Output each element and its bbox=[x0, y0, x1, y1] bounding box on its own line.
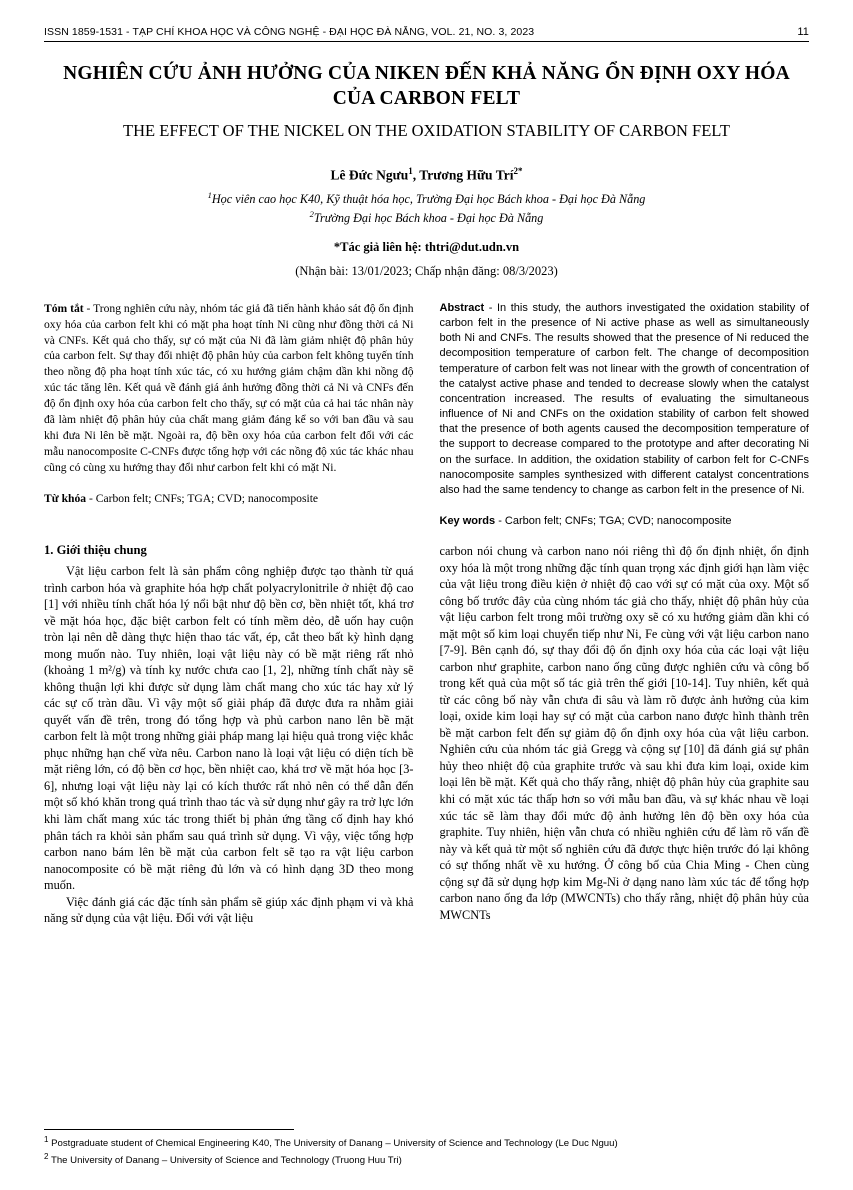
keywords-vietnamese bbox=[44, 492, 414, 505]
abstract-english bbox=[440, 301, 810, 498]
footnotes bbox=[44, 1129, 809, 1168]
footnote-2-marker: 2 bbox=[44, 1151, 49, 1161]
footnote-rule bbox=[44, 1129, 294, 1130]
title-english: THE EFFECT OF THE NICKEL ON THE OXIDATION STABILITY OF CARBON FELT bbox=[123, 120, 730, 140]
affiliation-1-text: Học viên cao học K40, Kỹ thuật hóa học, Trường Đại học Bách khoa - Đại học Đà Nẵng bbox=[211, 192, 646, 207]
author-1: Lê Đức Ngưu bbox=[330, 167, 409, 183]
affiliation-2 bbox=[44, 208, 809, 227]
keywords-vi-text: - Carbon felt; CNFs; TGA; CVD; nanocomposite bbox=[86, 492, 319, 506]
affiliations bbox=[44, 189, 809, 228]
abstract-block bbox=[44, 301, 809, 527]
author-2: , Trương Hữu Trí bbox=[412, 167, 514, 183]
keywords-vi-label: Từ khóa bbox=[44, 492, 87, 506]
body-columns bbox=[44, 543, 809, 927]
body-column-right bbox=[440, 543, 810, 927]
body-column-left bbox=[44, 543, 414, 927]
author-1-affil-marker: 1 bbox=[408, 165, 413, 176]
affiliation-1 bbox=[44, 189, 809, 208]
affiliation-2-text: Trường Đại học Bách khoa - Đại học Đà Nẵng bbox=[313, 211, 544, 226]
abstract-english-column bbox=[440, 301, 810, 527]
footnote-1 bbox=[44, 1134, 809, 1151]
footnote-2 bbox=[44, 1151, 809, 1168]
title-vietnamese: NGHIÊN CỨU ẢNH HƯỞNG CỦA NIKEN ĐẾN KHẢ NĂNG ỔN ĐỊNH OXY HÓA CỦA CARBON FELT bbox=[63, 63, 790, 109]
section-heading-1: 1. Giới thiệu chung bbox=[44, 543, 147, 558]
footnote-1-text: Postgraduate student of Chemical Engineering K40, The University of Danang – University of Science and Technology (Le Duc Nguu) bbox=[51, 1138, 618, 1149]
paragraph: carbon nói chung và carbon nano nói riêng thì độ ổn định nhiệt, ổn định oxy hóa là một trong những đặc tính quan trọng xác định giới hạn làm việc của vật liệu trong điều kiện ở nhiệt độ cao với sự có mặt của oxy. Một số công bố trước đây của cùng nhóm tác giả cho thấy, nhiệt độ phân hủy của vật liệu carbon felt trong môi trường oxy sẽ có xu hướng giảm dần khi có mặt một số kim loại chuyển tiếp như Ni, Fe cùng với vật liệu carbon nano [7-9]. Bên cạnh đó, sự thay đổi độ ổn định oxy hóa của các loại vật liệu carbon như graphite, carbon nano ống cũng được nghiên cứu và công bố trong kết quả của một số tác giả trên thế giới [10-14]. Tuy nhiên, kết quả từ các công bố này vẫn chưa đi sâu và làm rõ được ảnh hưởng của kim loại, oxide kim loại hay sự có mặt của carbon nano được hình thành trên bề mặt carbon felt đến sự giảm độ ổn định oxy hóa của vật liệu carbon. Nghiên cứu của nhóm tác giả Gregg và cộng sự [10] đã đánh giá sự phân hủy theo nhiệt độ của graphite trước và sau khi đưa kim loại, oxide kim loại lên bề mặt. Kết quả cho thấy rằng, nhiệt độ phân hủy của graphite sau khi có mặt xúc tác thấp hơn so với mẫu ban đầu, và sự khác nhau về loại xúc tác sẽ làm thay đổi mức độ ảnh hưởng lên độ bền oxy hóa của graphite. Tuy nhiên, hiện vẫn chưa có nhiều nghiên cứu để làm rõ vấn đề này và kết quả từ một số nghiên cứu đã được thực hiện trước đó lại không có sự thống nhất về xu hướng. Ở công bố của Chia Ming - Chen cùng cộng sự đã sử dụng hợp kim Mg-Ni ở dạng nano làm xúc tác để tổng hợp carbon nano ống đa lớp (MWCNTs) cho thấy rằng, nhiệt độ phân hủy của MWCNTs bbox=[439, 544, 809, 922]
submission-dates: (Nhận bài: 13/01/2023; Chấp nhận đăng: 08/3/2023) bbox=[295, 263, 558, 278]
page-number: 11 bbox=[797, 26, 809, 38]
keywords-english bbox=[440, 515, 810, 527]
abstract-en-dash: - bbox=[484, 301, 497, 314]
abstract-vietnamese-column bbox=[44, 301, 414, 527]
journal-citation: ISSN 1859-1531 - TẠP CHÍ KHOA HỌC VÀ CÔNG NGHỆ - ĐẠI HỌC ĐÀ NẴNG, VOL. 21, NO. 3, 2023 bbox=[44, 26, 535, 38]
author-2-affil-marker: 2 bbox=[513, 165, 518, 176]
abstract-en-text: In this study, the authors investigated the oxidation stability of carbon felt in the presence of Ni active phase as well as simultaneously both Ni and CNFs. The results showed that the presence of Ni reduced the decomposition temperature of carbon felt. The change of decomposition temperature of carbon felt was not linear with the growth of concentration of the catalyst active phase and tended to decrease slowly when the catalyst concentration increased. The results of evaluating the simultaneous influence of Ni and CNFs on the oxidation stability of carbon felt showed that the presence of both agents caused the decomposition temperature of the support to decrease compared to the prototype and after decorating Ni on the surface. In addition, the oxidation stability of carbon felt for C-CNFs nanocomposite samples synthesized with different catalyst concentrations also had the same tendency to change as carbon felt in the presence of Ni. bbox=[439, 301, 809, 496]
author-line bbox=[44, 166, 809, 184]
keywords-en-label: Key words bbox=[439, 515, 496, 528]
affiliation-1-marker: 1 bbox=[207, 190, 212, 201]
title-block bbox=[44, 62, 809, 142]
affiliation-2-marker: 2 bbox=[309, 209, 314, 220]
abstract-vi-label: Tóm tắt bbox=[44, 301, 84, 315]
paragraph: Vật liệu carbon felt là sản phẩm công nghiệp được tạo thành từ quá trình carbon hóa và graphite hóa hợp chất polyacrylonitrile ở nhiệt độ cao [1] với nhiều tính chất hóa lý nổi bật như độ bền cơ, bền nhiệt tốt, khá trơ về mặt hóa học, đặc biệt carbon felt có tính mềm dẻo, dễ uốn hay cuộn tròn lại nên dễ dàng thực hiện thao tác vất, ép, cắt theo bất kỳ hình dạng mong muốn nào. Tuy nhiên, loại vật liệu này có bề mặt riêng rất nhỏ (khoảng 1 m²/g) và tính kỵ nước chưa cao [1, 2], những tính chất này sẽ không thuận lợi khi được sử dụng làm chất mang cho xúc tác hay xử lý các sự cố tràn dầu. Vì vậy một số giải pháp đã được đưa ra nhằm giải quyết vấn đề trên, trong đó tổng hợp và phủ carbon nano lên bề mặt carbon felt là một trong những giải pháp mang lại hiệu quả trong việc khắc phục những hạn chế vừa nêu. Carbon nano là loại vật liệu có diện tích bề mặt riêng lớn, có độ bền cơ học, bền nhiệt cao, khá trơ về mặt hóa học [3-6], nhưng loại vật liệu này lại có kích thước rất nhỏ nên có thể dẫn đến một số khó khăn trong quá trình thao tác và sử dụng như gây ra trở lực lớn khi làm chất mang xúc tác trong thiết bị phản ứng tầng cố định hay khó phân tách ra khỏi sản phẩm sau quá trình sử dụng. Vì vậy, việc tổng hợp carbon nano bám lên bề mặt của carbon felt sẽ tạo ra vật liệu carbon nanocomposite có bề mặt riêng đủ lớn và có hình dạng 3D theo mong muốn. bbox=[44, 564, 414, 893]
abstract-en-label: Abstract bbox=[439, 301, 485, 314]
corresponding-author: *Tác giả liên hệ: thtri@dut.udn.vn bbox=[333, 239, 520, 254]
abstract-vi-dash: - bbox=[83, 301, 94, 315]
abstract-vietnamese bbox=[44, 301, 414, 476]
footnote-2-text: The University of Danang – University of Science and Technology (Truong Huu Tri) bbox=[50, 1155, 402, 1167]
corresponding-marker: * bbox=[517, 165, 523, 176]
footnote-1-marker: 1 bbox=[44, 1134, 49, 1144]
abstract-vi-text: Trong nghiên cứu này, nhóm tác giả đã tiến hành khảo sát độ ổn định oxy hóa của carbon felt khi có mặt pha hoạt tính Ni cũng như đồng thời cả Ni và CNFs. Kết quả cho thấy, sự có mặt của Ni đã làm giảm nhiệt độ phân hủy của carbon felt. Sự thay đổi nhiệt độ phân hủy của carbon felt không tuyến tính theo nồng độ pha hoạt tính xúc tác, có xu hướng giảm chậm dần khi nồng độ xúc tác tăng lên. Kết quả về đánh giá ảnh hưởng đồng thời cả Ni và CNFs đến độ ổn định oxy hóa của carbon felt cho thấy, sự có mặt của cả hai tác nhân này đã làm nhiệt độ phân hủy của chất mang giảm đáng kể so với ban đầu và sau khi đưa Ni lên bề mặt. Ngoài ra, độ bền oxy hóa của carbon felt đối với các mẫu nanocomposite C-CNFs được tổng hợp với các nồng độ xúc tác khác nhau cũng có cùng xu hướng thay đổi như carbon felt khi có mặt Ni. bbox=[44, 301, 414, 474]
running-head bbox=[44, 26, 809, 42]
paragraph: Việc đánh giá các đặc tính sản phẩm sẽ giúp xác định phạm vi và khả năng sử dụng của vật liệu. Đối với vật liệu bbox=[44, 894, 414, 926]
keywords-en-text: - Carbon felt; CNFs; TGA; CVD; nanocomposite bbox=[495, 515, 732, 528]
